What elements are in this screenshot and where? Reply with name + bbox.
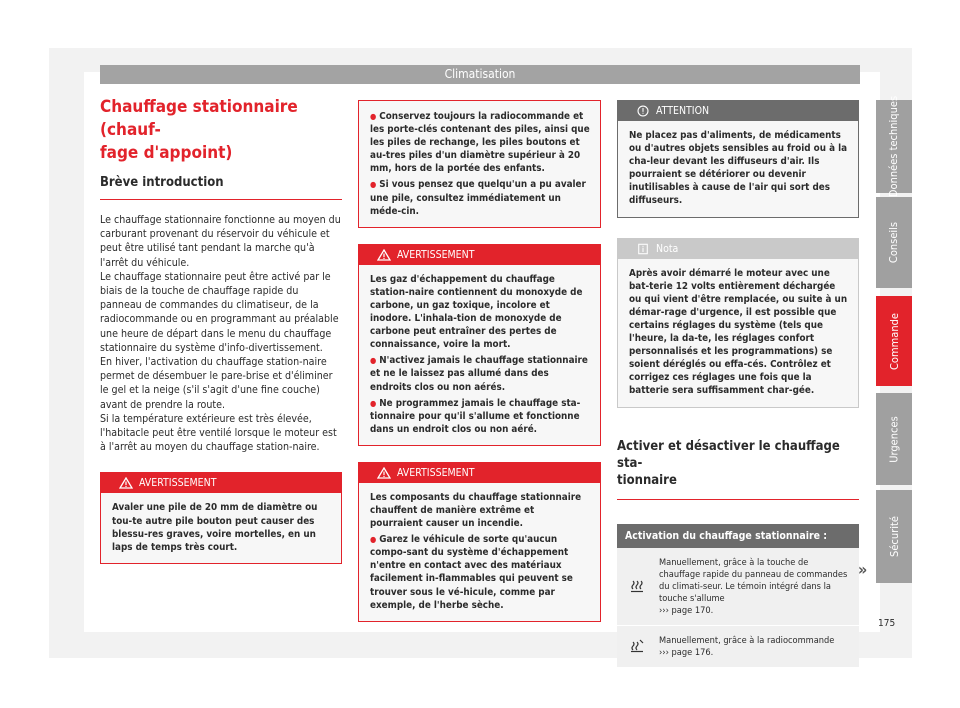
column-1 [100, 96, 342, 564]
warning-list [370, 533, 590, 612]
section-header: Climatisation [100, 65, 860, 84]
page-reference-link[interactable]: ››› page 176. [659, 646, 714, 658]
column-2 [358, 100, 601, 622]
section-title: Activer et désactiver le chauffage sta- tionnaire [617, 438, 859, 500]
paragraph: En hiver, l'activation du chauffage station-naire permet de désembuer le pare-brise et d'éliminer le gel et la neige (s'il s'agit d'une fine couche) avant de prendre la route. [100, 356, 333, 411]
warning-list [370, 110, 590, 218]
table-row [617, 548, 859, 626]
warning-box-battery-continued [358, 100, 601, 228]
tab-conseils[interactable]: Conseils [876, 197, 912, 288]
list-item: ● Garez le véhicule de sorte qu'aucun compo-sant du système d'échappement n'entre en contact avec des matériaux facilement in-flammables qui peuvent se trouver sous le vé-hicule, comme par exemple, de l'herbe sèche. [370, 533, 590, 612]
warning-text: Les gaz d'échappement du chauffage station-naire contiennent du monoxyde de carbone, un gaz toxique, incolore et inodore. L'inhala-tion de monoxyde de carbone peut entraîner des pertes de connaissance, voire la mort. [370, 273, 583, 351]
warning-triangle-icon [377, 467, 391, 479]
tab-commande[interactable]: Commande [876, 296, 912, 386]
warning-header: AVERTISSEMENT [359, 245, 600, 265]
warning-box-fire [358, 462, 601, 622]
warning-triangle-icon [119, 477, 133, 489]
tab-urgences[interactable]: Urgences [876, 393, 912, 485]
tab-donnees-techniques[interactable]: Données techniques [876, 100, 912, 193]
row-text: Manuellement, grâce à la touche de chauffage rapide du panneau de commandes du climati-seur. Le témoin intégré dans la touche s'allume [659, 556, 848, 604]
list-item: ● Ne programmez jamais le chauffage sta-tionnaire pour qu'il s'allume et fonctionne dans un endroit clos ou non aéré. [370, 397, 590, 436]
paragraph: Le chauffage stationnaire peut être activé par le biais de la touche de chauffage rapide du panneau de commandes du climatiseur, de la radiocommande ou en programmant au préalable une heure de départ dans le menu du chauffage stationnaire du système d'info-divertissement. [100, 270, 339, 354]
list-item: ● N'activez jamais le chauffage stationnaire et ne le laissez pas allumé dans des endroits clos ou non aérés. [370, 354, 590, 393]
heater-button-icon [630, 579, 644, 593]
intro-text [100, 213, 342, 454]
table-header: Activation du chauffage stationnaire : [617, 524, 859, 548]
attention-box [617, 100, 859, 218]
warning-box-exhaust [358, 244, 601, 446]
warning-text: Avaler une pile de 20 mm de diamètre ou tou-te autre pile bouton peut causer des blessu-res graves, voire mortelles, en un laps de temps très court. [101, 493, 341, 562]
continue-marker: » [858, 560, 868, 579]
warning-header: AVERTISSEMENT [101, 473, 341, 493]
column-3 [617, 100, 859, 668]
list-item: ● Conservez toujours la radiocommande et les porte-clés contenant des piles, ainsi que les piles de rechange, les piles boutons et au-tres piles d'un diamètre supérieur à 20 mm, hors de la portée des enfants. [370, 110, 590, 175]
activation-table [617, 524, 859, 668]
page-reference-link[interactable]: ››› page 170. [659, 604, 714, 616]
note-box [617, 238, 859, 408]
paragraph: Le chauffage stationnaire fonctionne au moyen du carburant provenant du réservoir du véhicule et peut être utilisé tant pendant la marche qu'à l'arrêt du véhicule. [100, 214, 341, 269]
note-text: Après avoir démarré le moteur avec une bat-terie 12 volts entièrement déchargée ou qui vient d'être remplacée, ou suite à un démar-rage d'urgence, il est possible que certains réglages du système (tels que l'heure, la da-te, les réglages confort personnalisés et les programmations) se soient déréglés ou effa-cés. Contrôlez et corrigez ces réglages une fois que la batterie sera suffisamment char-gée. [618, 259, 858, 407]
warning-triangle-icon [377, 249, 391, 261]
warning-header: AVERTISSEMENT [359, 463, 600, 483]
section-subtitle: Brève introduction [100, 175, 342, 200]
row-text: Manuellement, grâce à la radiocommande [659, 634, 835, 646]
tab-securite[interactable]: Sécurité [876, 490, 912, 583]
warning-list [370, 354, 590, 436]
note-header: Nota [618, 239, 858, 259]
table-row [617, 626, 859, 668]
page-title: Chauffage stationnaire (chauf- fage d'appoint) [100, 97, 298, 163]
list-item: ● Si vous pensez que quelqu'un a pu avaler une pile, consultez immédiatement un méde-cin. [370, 178, 590, 217]
warning-box-battery [100, 472, 342, 563]
radio-remote-icon [630, 639, 644, 653]
note-icon [636, 243, 650, 255]
attention-header: ATTENTION [618, 101, 858, 121]
info-circle-icon [636, 105, 650, 117]
paragraph: Si la température extérieure est très élevée, l'habitacle peut être ventilé lorsque le moteur est à l'arrêt au moyen du chauffage station-naire. [100, 412, 337, 454]
warning-text: Les composants du chauffage stationnaire chauffent de manière extrême et pourraient causer un incendie. [370, 491, 582, 530]
page-number: 175 [878, 618, 896, 629]
attention-text: Ne placez pas d'aliments, de médicaments ou d'autres objets sensibles au froid ou à la cha-leur devant les diffuseurs d'air. Ils pourraient se détériorer ou devenir inutilisables à cause de l'air qui sort des diffuseurs. [618, 121, 858, 217]
